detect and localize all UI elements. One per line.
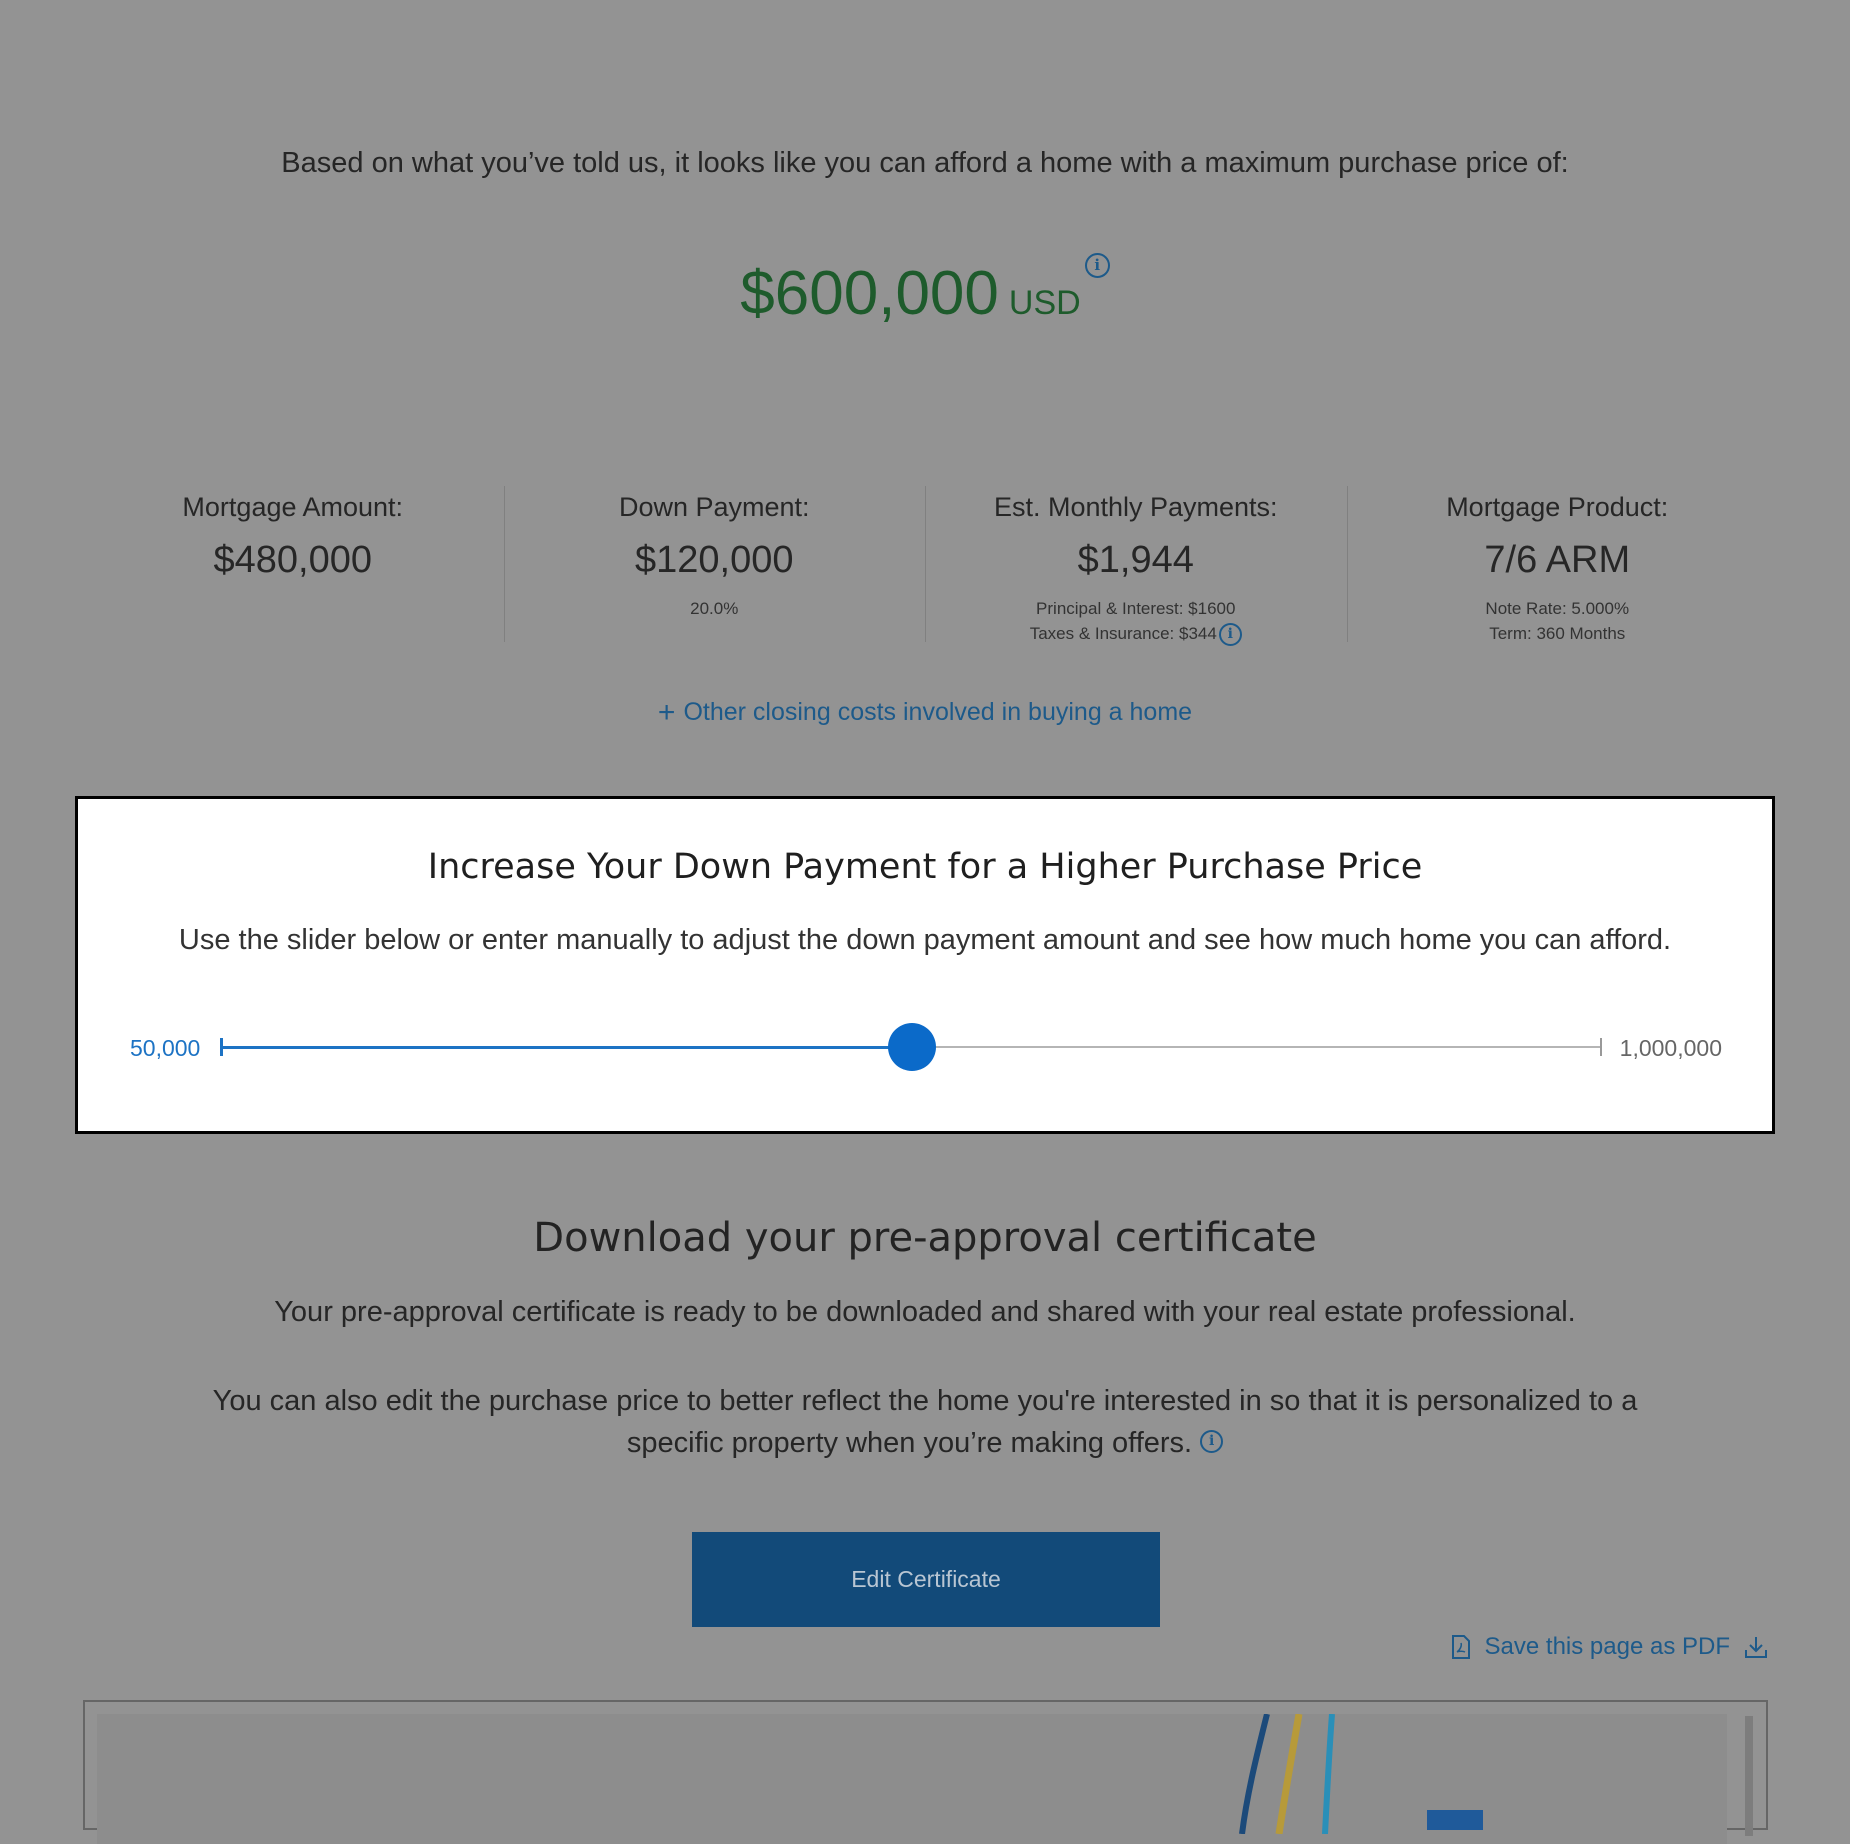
stat-label: Est. Monthly Payments:	[993, 492, 1278, 522]
down-payment-percent: 20.0%	[690, 599, 739, 618]
edit-description-text: You can also edit the purchase price to better reflect the home you're interested in so that it is personalized to a specific property when you’re making offers.	[212, 1385, 1638, 1459]
plus-icon: +	[657, 696, 676, 729]
taxes-insurance-row	[925, 621, 1347, 646]
brand-logo-arcs	[1237, 1714, 1347, 1834]
pdf-file-icon	[1451, 1635, 1471, 1659]
brand-logo-block	[1427, 1810, 1483, 1830]
taxes-insurance: Taxes & Insurance: $344	[1029, 624, 1217, 643]
stat-value: 7/6 ARM	[1484, 539, 1631, 581]
edit-certificate-button[interactable]: Edit Certificate	[692, 1532, 1160, 1627]
edit-description	[190, 1380, 1660, 1464]
loan-term: Term: 360 Months	[1489, 624, 1626, 643]
slider-thumb[interactable]	[888, 1023, 936, 1071]
max-price	[0, 258, 1850, 329]
closing-costs-link[interactable]	[0, 694, 1850, 728]
download-title: Download your pre-approval certificate	[533, 1215, 1317, 1261]
slider-track[interactable]	[912, 1046, 1602, 1048]
stat-mortgage-amount	[82, 486, 504, 642]
slider-title: Increase Your Down Payment for a Higher Purchase Price	[427, 847, 1423, 887]
stat-value: $1,944	[1077, 539, 1194, 581]
stat-label: Mortgage Amount:	[182, 492, 404, 522]
preview-scrollbar[interactable]	[1745, 1716, 1753, 1836]
stat-label: Down Payment:	[618, 492, 810, 522]
download-icon	[1744, 1635, 1768, 1659]
download-description: Your pre-approval certificate is ready to be downloaded and shared with your real estate professional.	[274, 1296, 1576, 1328]
max-price-currency: USD	[1008, 284, 1081, 322]
note-rate: Note Rate: 5.000%	[1485, 599, 1630, 618]
certificate-preview	[83, 1700, 1768, 1830]
slider-description: Use the slider below or enter manually to adjust the down payment amount and see how much home you can afford.	[178, 924, 1672, 956]
stat-value: $120,000	[635, 539, 794, 581]
stat-monthly-payments	[925, 486, 1347, 642]
certificate-preview-page	[97, 1714, 1727, 1844]
stat-value: $480,000	[213, 539, 372, 581]
mortgage-summary	[82, 486, 1768, 642]
stat-mortgage-product	[1347, 486, 1769, 642]
max-price-value: $600,000	[740, 259, 999, 328]
stat-label: Mortgage Product:	[1446, 492, 1669, 522]
save-pdf-label: Save this page as PDF	[1484, 1633, 1730, 1660]
info-icon[interactable]: i	[1085, 253, 1110, 278]
save-pdf-link[interactable]	[1451, 1633, 1768, 1661]
closing-costs-label: Other closing costs involved in buying a home	[683, 698, 1193, 726]
slider-min-label: 50,000	[130, 1035, 201, 1061]
slider-max-label: 1,000,000	[1619, 1035, 1722, 1061]
intro-text: Based on what you’ve told us, it looks like you can afford a home with a maximum purchase price of:	[281, 147, 1569, 179]
info-icon[interactable]: i	[1200, 1430, 1223, 1453]
slider-track-filled[interactable]	[222, 1046, 912, 1049]
info-icon[interactable]: i	[1219, 623, 1242, 646]
product-details	[1347, 596, 1769, 646]
principal-interest: Principal & Interest: $1600	[1036, 599, 1236, 618]
stat-down-payment	[504, 486, 926, 642]
slider-max-tick	[1600, 1038, 1602, 1056]
payment-breakdown	[925, 596, 1347, 646]
down-payment-slider-card	[75, 796, 1775, 1134]
